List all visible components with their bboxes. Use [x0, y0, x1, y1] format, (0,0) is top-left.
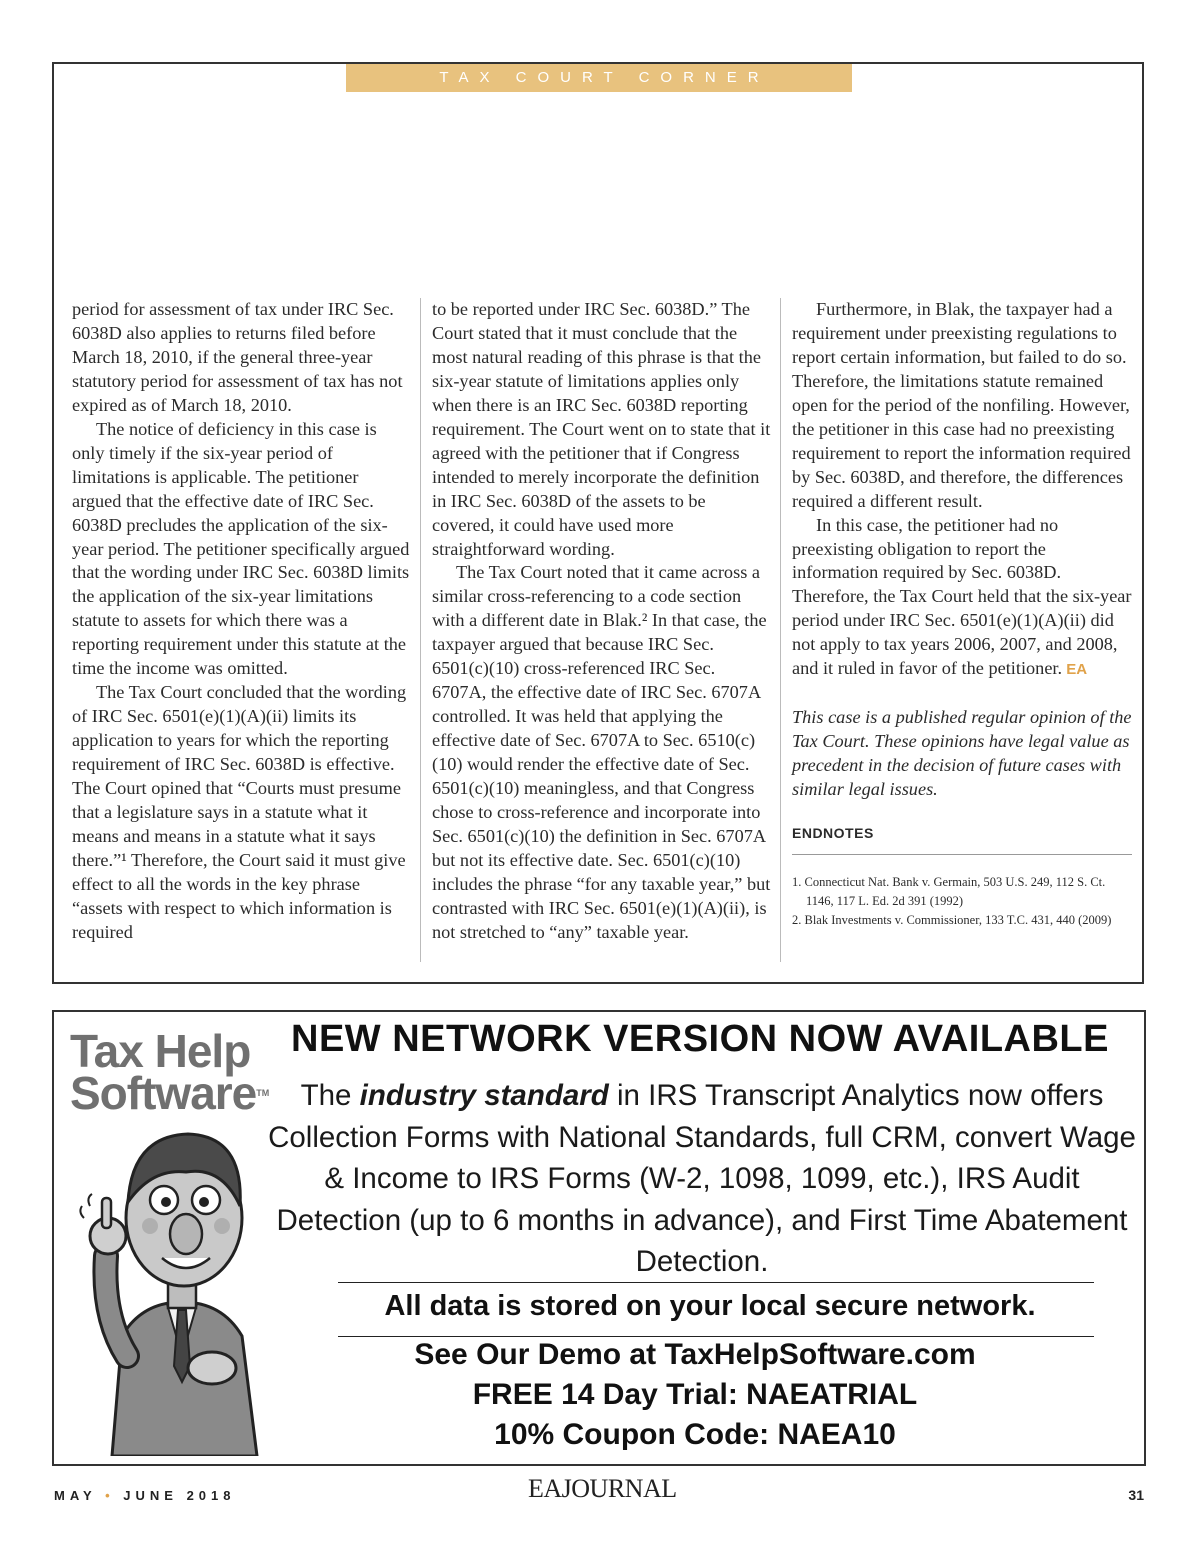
- section-banner: [346, 64, 852, 92]
- article-column-3: [792, 298, 1132, 930]
- ad-divider: [338, 1336, 1094, 1337]
- cartoon-mascot-image: [72, 1106, 282, 1456]
- paragraph: The notice of deficiency in this case is only timely if the six-year period of limitations is applicable. The petitioner argued that the effective date of IRC Sec. 6038D precludes the application of the six-year period. The petitioner specifically argued that the wording under IRC Sec. 6038D limits the application of the six-year limitations statute to assets for which there was a reporting requirement under this statute at the time the income was omitted.: [72, 418, 410, 679]
- page-number: 31: [1128, 1487, 1144, 1503]
- column-divider: [420, 298, 421, 962]
- case-note: This case is a published regular opinion of the Tax Court. These opinions have legal value as precedent in the decision of future cases with similar legal issues.: [792, 707, 1132, 800]
- article-body: [72, 298, 1132, 974]
- logo-line-2: Software: [70, 1067, 257, 1119]
- ea-end-mark: EA: [1062, 661, 1088, 679]
- ad-demo-link[interactable]: See Our Demo at TaxHelpSoftware.com: [414, 1338, 976, 1371]
- ad-divider: [338, 1282, 1094, 1283]
- article-column-2: [432, 298, 772, 945]
- logo-trademark: TM: [256, 1088, 270, 1098]
- section-banner-title: TAX COURT CORNER: [439, 69, 770, 86]
- journal-logo: EAJOURNAL: [528, 1474, 677, 1503]
- paragraph: The Tax Court concluded that the wording of IRC Sec. 6501(e)(1)(A)(ii) limits its application to years for which the reporting requirement of IRC Sec. 6038D is effective. The Court opined that “Courts must presume that a legislature says in a statute what it means and means in a statute what it says there.”¹ Therefore, the Court said it must give effect to all the words in the key phrase “assets with respect to which information is required: [72, 682, 407, 942]
- paragraph: In this case, the petitioner had no preexisting obligation to report the information required by Sec. 6038D. Therefore, the Tax Court held that the six-year period under IRC Sec. 6501(e)(1)(A)(ii) did not apply to tax years 2006, 2007, and 2008, and it ruled in favor of the petitioner. EA: [792, 514, 1132, 679]
- endnotes-heading: ENDNOTES: [792, 822, 1132, 855]
- date-separator: •: [105, 1488, 115, 1503]
- article-column-1: [72, 298, 412, 945]
- endnotes-list: [792, 873, 1132, 930]
- ad-secure-line: All data is stored on your local secure network.: [384, 1290, 1036, 1322]
- issue-date: [54, 1488, 236, 1503]
- ad-headline: NEW NETWORK VERSION NOW AVAILABLE: [291, 1018, 1109, 1060]
- ad-body-emphasis: industry standard: [359, 1079, 609, 1112]
- issue-month-end: JUNE 2018: [123, 1488, 236, 1503]
- paragraph: to be reported under IRC Sec. 6038D.” The Court stated that it must conclude that the most natural reading of this phrase is that the six-year statute of limitations applies only when there is an IRC Sec. 6038D reporting requirement. The Court went on to state that it agreed with the petitioner that if Congress intended to merely incorporate the definition in IRC Sec. 6038D of the assets to be covered, it could have used more straightforward wording.: [432, 299, 771, 559]
- issue-month-start: MAY: [54, 1488, 97, 1503]
- endnote-item: 2. Blak Investments v. Commissioner, 133 T.C. 431, 440 (2009): [792, 913, 1112, 928]
- ad-body-post: in IRS Transcript Analytics now offers Collection Forms with National Standards, full CRM, convert Wage & Income to IRS Forms (W-2, 1098, 1099, etc.), IRS Audit Detection (up to 6 months in advance), and First Time Abatement Detection.: [268, 1079, 1136, 1278]
- tax-help-software-logo: [70, 1025, 270, 1119]
- column-divider: [780, 298, 781, 962]
- ad-trial-code: FREE 14 Day Trial: NAEATRIAL: [472, 1378, 918, 1411]
- paragraph: The Tax Court noted that it came across a similar cross-referencing to a code section with a different date in Blak.² In that case, the taxpayer argued that because IRC Sec. 6501(c)(10) cross-referenced IRC Sec. 6707A, the effective date of IRC Sec. 6707A controlled. It was held that applying the effective date of Sec. 6707A to Sec. 6510(c)(10) would render the effective date of Sec. 6501(c)(10) meaningless, and that Congress chose to cross-reference and incorporate into Sec. 6501(c)(10) the definition in Sec. 6707A but not its effective date. Sec. 6501(c)(10) includes the phrase “for any taxable year,” but contrasted with IRC Sec. 6501(e)(1)(A)(ii), is not stretched to “any” taxable year.: [432, 562, 771, 942]
- paragraph: period for assessment of tax under IRC Sec. 6038D also applies to returns filed before March 18, 2010, if the general three-year statutory period for assessment of tax has not expired as of March 18, 2010.: [72, 299, 403, 415]
- endnote-item: 1. Connecticut Nat. Bank v. Germain, 503 U.S. 249, 112 S. Ct. 1146, 117 L. Ed. 2d 391 (1992): [792, 875, 1106, 909]
- logo-line-1: Tax Help: [70, 1025, 251, 1077]
- ad-body: [262, 1075, 1142, 1283]
- ad-body-pre: The: [300, 1079, 360, 1112]
- paragraph: Furthermore, in Blak, the taxpayer had a requirement under preexisting regulations to report certain information, but failed to do so. Therefore, the limitations statute remained open for the period of the nonfiling. However, the petitioner in this case had no preexisting requirement to report the information required by Sec. 6038D, and therefore, the differences required a different result.: [792, 299, 1131, 511]
- ad-coupon-code: 10% Coupon Code: NAEA10: [494, 1418, 896, 1451]
